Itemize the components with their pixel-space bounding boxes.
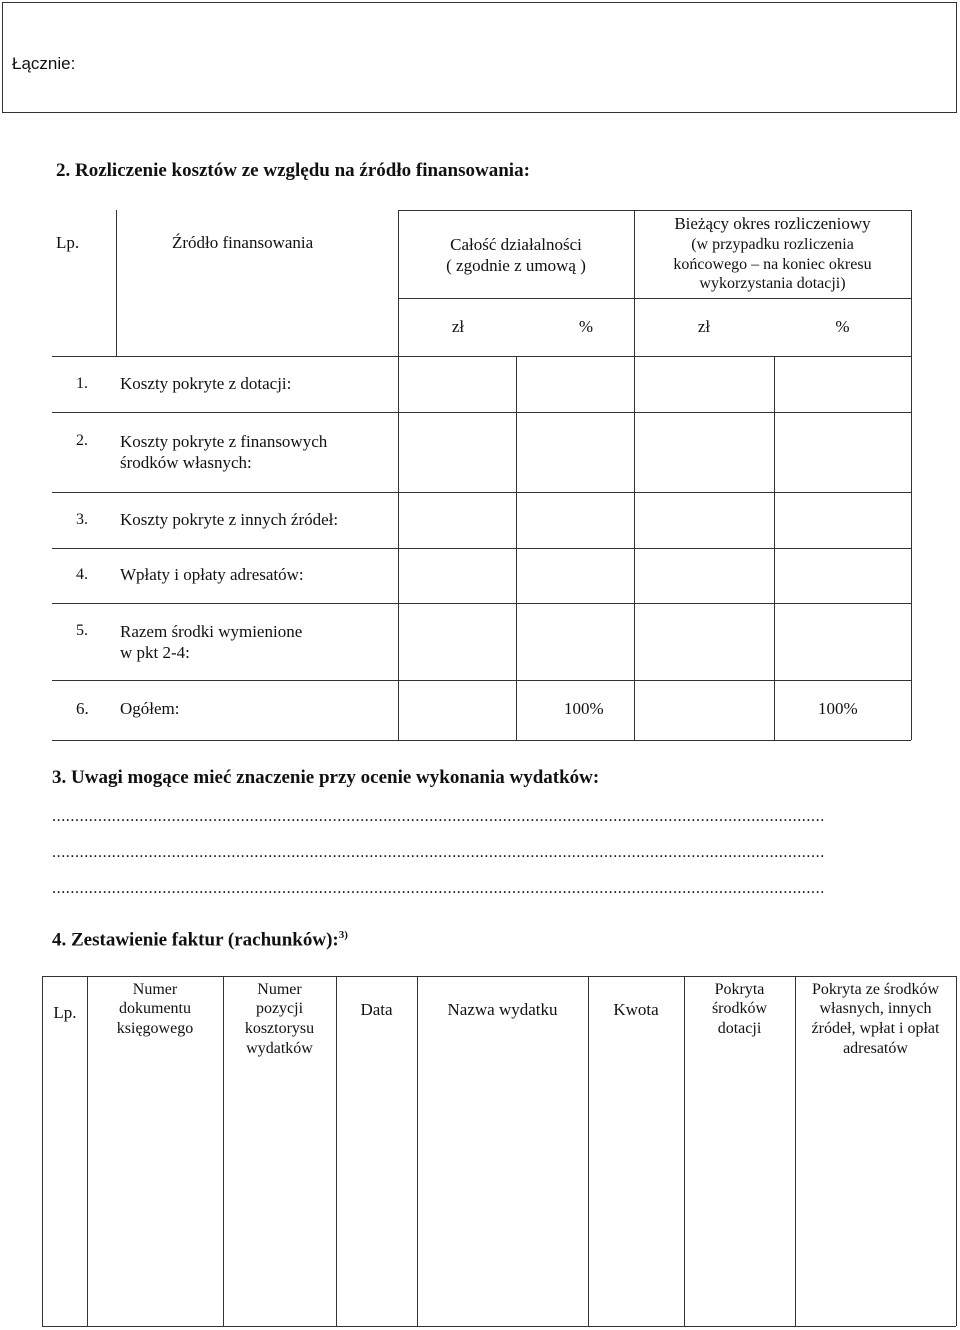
row-6-label: Ogółem: [120, 699, 180, 718]
section-3-heading: 3. Uwagi mogące mieć znaczenie przy ocenie wykonania wydatków: [52, 767, 600, 788]
row-3-label: Koszty pokryte z innych źródeł: [120, 510, 339, 529]
row-6-current-pct: 100% [818, 699, 858, 718]
unit-current-pct: % [835, 316, 850, 336]
inv-col-doc-number: Numer dokumentu księgowego [116, 980, 194, 1037]
inv-col-own: Pokryta ze środków własnych, innych źródeł, wpłat i opłat adresatów [811, 980, 940, 1057]
inv-col-name: Nazwa wydatku [447, 999, 558, 1019]
unit-current-zl: zł [697, 316, 711, 336]
inv-col-date: Data [360, 999, 393, 1019]
row-4-label: Wpłaty i opłaty adresatów: [120, 565, 304, 584]
col-current-header: Bieżący okres rozliczeniowy (w przypadku rozliczenia końcowego – na koniec okresu wykorzystania dotacji) [673, 214, 872, 293]
row-6-whole-pct: 100% [564, 699, 604, 718]
unit-whole-pct: % [578, 316, 594, 336]
row-3-num: 3. [76, 511, 88, 528]
total-label: Łącznie: [12, 54, 76, 73]
row-2-num: 2. [76, 432, 88, 449]
row-5-label: Razem środki wymienione w pkt 2-4: [120, 622, 303, 663]
row-6-num: 6. [76, 699, 89, 718]
inv-col-position-number: Numer pozycji kosztorysu wydatków [244, 980, 315, 1057]
row-2-label: Koszty pokryte z finansowych środków własnych: [120, 432, 328, 473]
row-4-num: 4. [76, 566, 88, 583]
unit-whole-zl: zł [451, 316, 465, 336]
section-4-heading: 4. Zestawienie faktur (rachunków):$^{3)}$ [52, 929, 348, 951]
section-2-heading: 2. Rozliczenie kosztów ze względu na źródło finansowania: [56, 160, 530, 181]
inv-col-grant: Pokryta środków dotacji [711, 980, 768, 1037]
row-1-num: 1. [76, 375, 88, 392]
col-whole-header: Całość działalności ( zgodnie z umową ) [446, 235, 586, 275]
footnote-ref: 3) [338, 929, 348, 941]
col-lp-header: Lp. [56, 233, 80, 252]
inv-col-amount: Kwota [613, 999, 659, 1019]
col-source-header: Źródło finansowania [172, 233, 314, 252]
notes-line-2: ........................................................................................................................................................................ [52, 844, 825, 861]
notes-line-3: ........................................................................................................................................................................ [52, 880, 825, 897]
notes-line-1: ........................................................................................................................................................................ [52, 808, 825, 825]
row-5-num: 5. [76, 622, 88, 639]
inv-col-lp: Lp. [53, 1002, 77, 1022]
row-1-label: Koszty pokryte z dotacji: [120, 374, 292, 393]
